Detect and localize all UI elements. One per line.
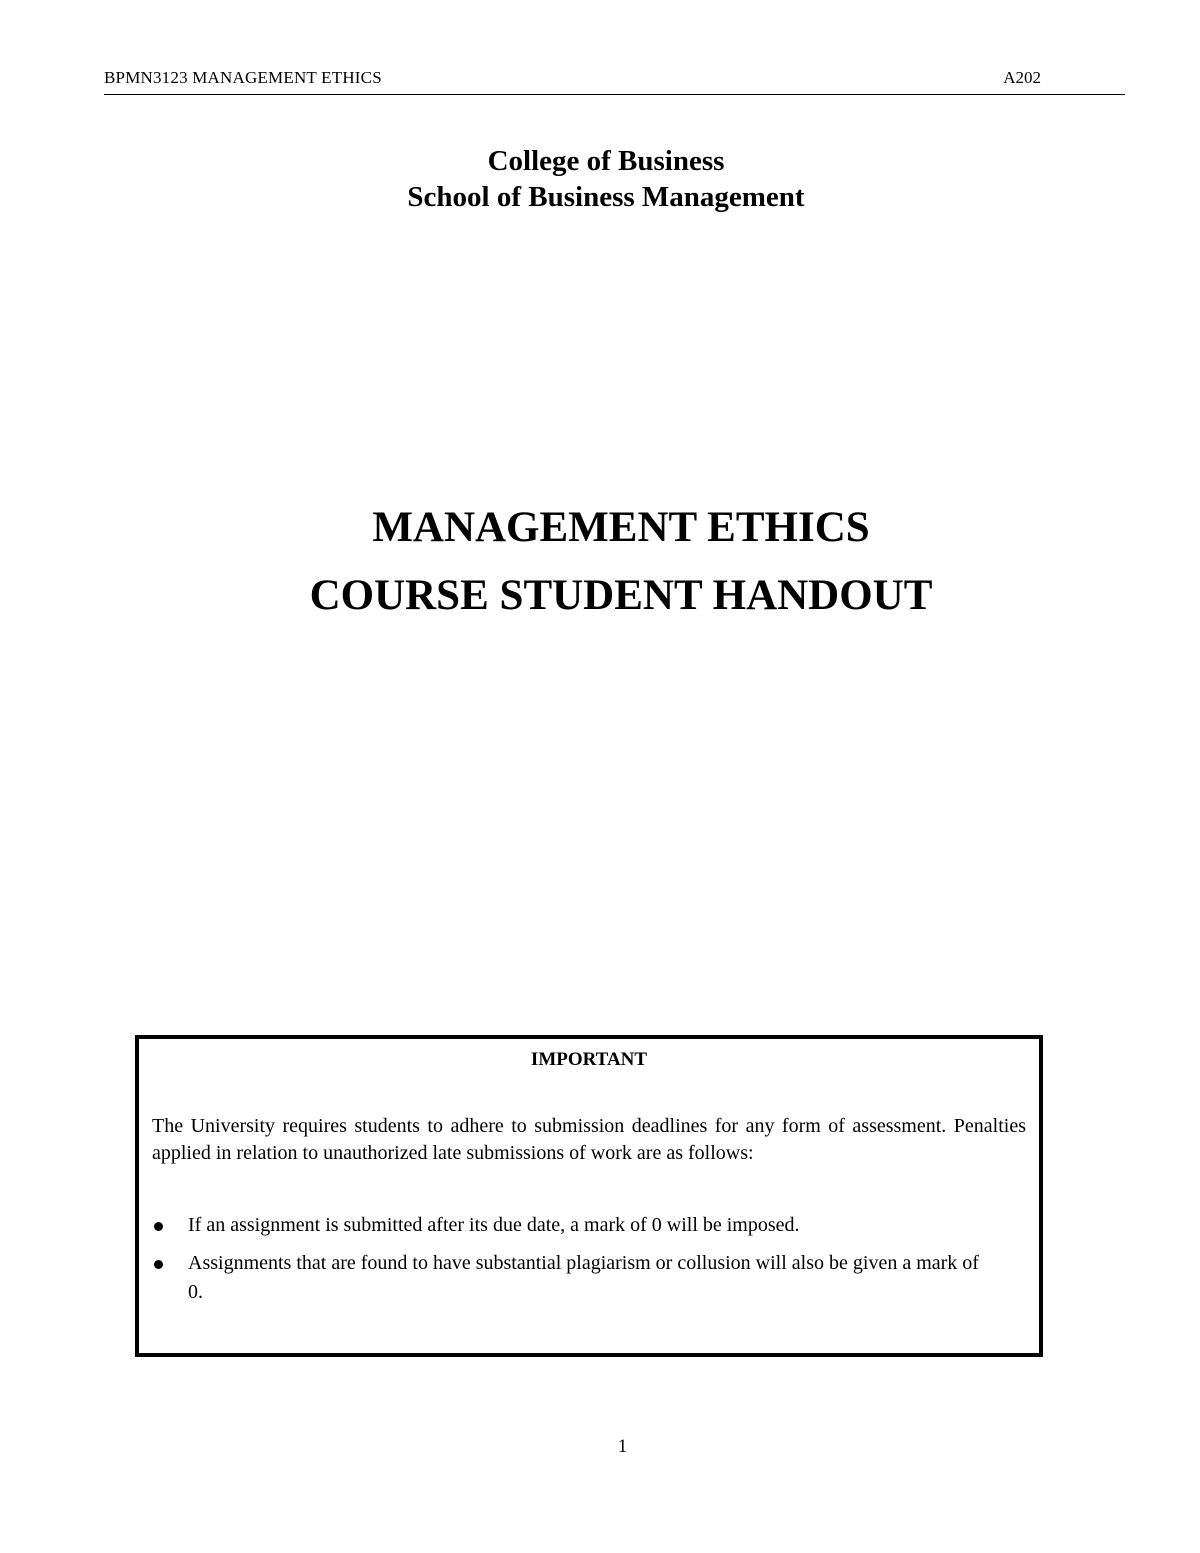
document-title-line-2: COURSE STUDENT HANDOUT	[309, 572, 933, 619]
list-item	[152, 1249, 982, 1307]
notice-penalty-list	[152, 1211, 982, 1316]
page-header	[104, 68, 1125, 95]
notice-body-text: The University requires students to adhere to submission deadlines for any form of assessment. Penalties applied in relation to unauthorized late submissions of work are as follows:	[152, 1115, 1026, 1164]
important-notice-box	[135, 1035, 1043, 1357]
school-name: School of Business Management	[407, 181, 805, 213]
header-semester: A202	[1003, 68, 1041, 87]
bullet-icon	[154, 1260, 163, 1269]
notice-heading: IMPORTANT	[530, 1049, 648, 1070]
list-item-text: Assignments that are found to have substantial plagiarism or collusion will also be given a mark of 0.	[188, 1252, 979, 1303]
page-number: 1	[617, 1436, 628, 1457]
list-item	[152, 1211, 982, 1240]
header-course-code: BPMN3123 MANAGEMENT ETHICS	[104, 68, 382, 87]
college-name: College of Business	[487, 145, 725, 177]
list-item-text: If an assignment is submitted after its due date, a mark of 0 will be imposed.	[188, 1214, 800, 1236]
document-title-line-1: MANAGEMENT ETHICS	[372, 504, 870, 551]
bullet-icon	[154, 1222, 163, 1231]
